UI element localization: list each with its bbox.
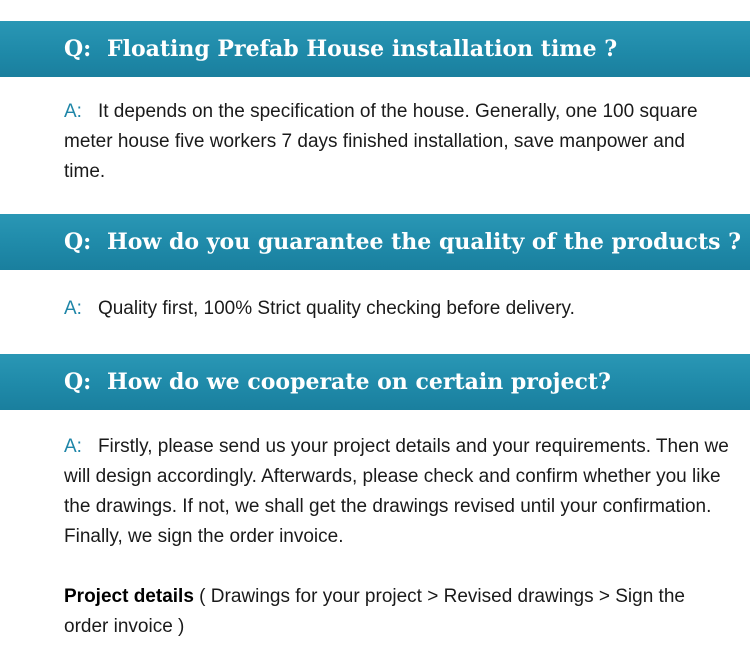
project-details-label: Project details xyxy=(64,586,194,607)
answer-text: Quality first, 100% Strict quality checking before delivery. xyxy=(97,298,575,319)
faq-answer-1 xyxy=(64,97,729,187)
faq-question-bar-1 xyxy=(0,21,750,77)
question-label: Q: xyxy=(64,229,92,255)
answer-label: A: xyxy=(64,298,82,319)
question-text: How do you guarantee the quality of the products ? xyxy=(106,229,742,255)
question-label: Q: xyxy=(64,369,92,395)
question-label: Q: xyxy=(64,36,92,62)
faq-answer-2 xyxy=(64,294,729,324)
question-text: Floating Prefab House installation time ? xyxy=(106,36,618,62)
faq-question-bar-2 xyxy=(0,214,750,270)
answer-text: It depends on the specification of the house. Generally, one 100 square meter house five workers 7 days finished installation, save manpower and time. xyxy=(64,101,698,182)
answer-text: Firstly, please send us your project details and your requirements. Then we will design accordingly. Afterwards, please check and confirm whether you like the drawings. If not, we shall get the drawings revised until your confirmation. Finally, we sign the order invoice. xyxy=(64,436,729,547)
answer-label: A: xyxy=(64,101,82,122)
faq-question-bar-3 xyxy=(0,354,750,410)
project-details-text: ( Drawings for your project > Revised drawings > Sign the order invoice ) xyxy=(64,586,685,637)
project-details xyxy=(64,582,729,642)
faq-answer-3 xyxy=(64,432,729,552)
answer-label: A: xyxy=(64,436,82,457)
question-text: How do we cooperate on certain project? xyxy=(106,369,611,395)
